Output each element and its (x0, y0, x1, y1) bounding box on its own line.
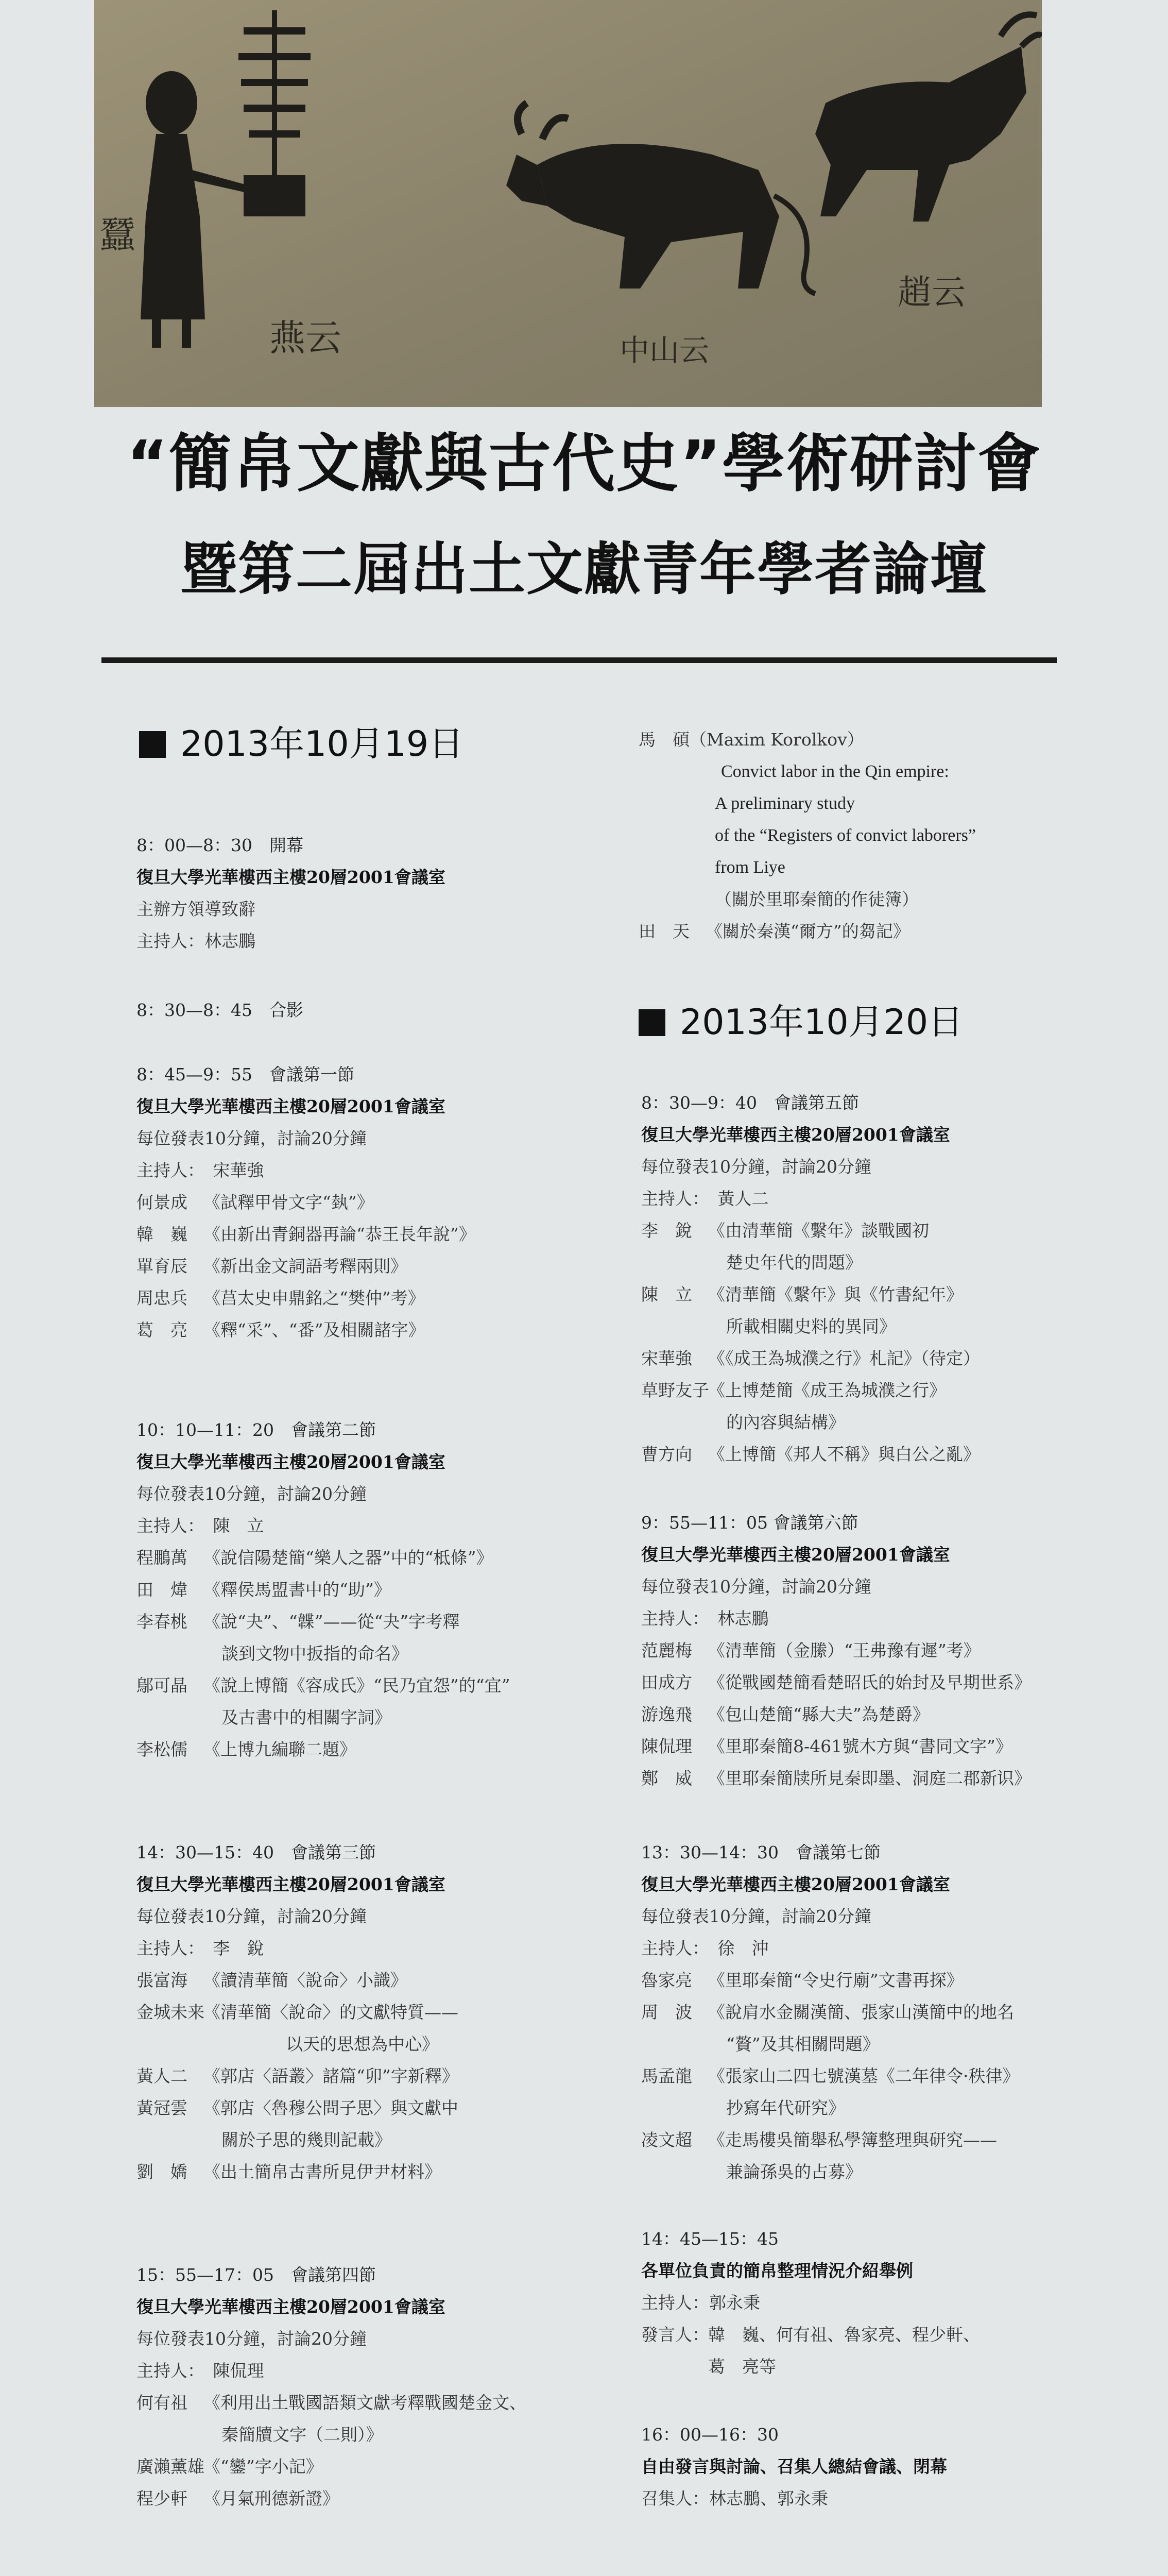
session-host: 主持人： 陳 立 (136, 1516, 264, 1536)
speaker-name: 曹方向 (641, 1444, 692, 1464)
talk-title-zh: （關於里耶秦簡的作徒簿） (715, 889, 919, 909)
talk-row (136, 1314, 590, 1346)
talk-title: 《釋侯馬盟書中的“助”》 (203, 1580, 391, 1600)
session-rule: 每位發表10分鐘，討論20分鐘 (136, 1128, 367, 1148)
speaker-name: 陳 立 (641, 1284, 692, 1304)
session-6 (641, 1507, 1105, 1794)
talk-row (641, 1279, 1105, 1343)
inscription-3: 中山云 (620, 333, 710, 368)
speaker-name: 草野友子 (641, 1380, 709, 1400)
talk-row (641, 1996, 1105, 2060)
talk-title: 《清華簡（金縢）“王弗豫有遲”考》 (708, 1640, 981, 1660)
talk-row (641, 1375, 1105, 1438)
session-4 (136, 2259, 590, 2515)
session-rule: 每位發表10分鐘，討論20分鐘 (641, 1577, 871, 1597)
conference-subtitle: 暨第二屆出土文獻青年學者論壇 (180, 536, 988, 602)
talk-title: 《“鑾”字小記》 (203, 2456, 323, 2477)
talk-row (136, 2156, 590, 2188)
talk-title: 《上博簡《邦人不稱》與白公之亂》 (708, 1444, 980, 1464)
speaker-name: 鄔可晶 (136, 1675, 187, 1696)
session-venue: 復旦大學光華樓西主樓20層2001會議室 (136, 1452, 445, 1472)
talk-row (136, 1964, 590, 1996)
session-host: 主持人：林志鵬 (136, 931, 255, 951)
session-venue: 復旦大學光華樓西主樓20層2001會議室 (136, 1096, 445, 1116)
session-detail: 主辦方領導致辭 (136, 899, 255, 919)
session-host: 主持人： 徐 沖 (641, 1938, 769, 1958)
session-venue: 復旦大學光華樓西主樓20層2001會議室 (136, 1874, 445, 1894)
speaker-name: 田 天 (639, 921, 690, 941)
session-rule: 每位發表10分鐘，討論20分鐘 (641, 1157, 871, 1177)
talk-title: 《關於秦漢“爾方”的芻記》 (706, 921, 910, 941)
speaker-name: 葛 亮 (136, 1320, 187, 1340)
session-venue: 復旦大學光華樓西主樓20層2001會議室 (641, 1125, 950, 1145)
session-time: 9：55—11：05 會議第六節 (641, 1513, 858, 1533)
talk-title: 《說信陽楚簡“樂人之器”中的“柢條”》 (203, 1548, 493, 1568)
session-rule: 每位發表10分鐘，討論20分鐘 (136, 1906, 367, 1926)
speakers-row (641, 2319, 1105, 2383)
session-host: 主持人： 宋華強 (136, 1160, 264, 1180)
talk-title: 《莒太史申鼎銘之“樊仲”考》 (203, 1288, 425, 1308)
talk-title: 《包山楚簡“縣大夫”為楚爵》 (708, 1704, 930, 1724)
talk-row (641, 1699, 1105, 1731)
session-8 (641, 2223, 1105, 2383)
speaker-name: 劉 嬌 (136, 2162, 187, 2182)
session-time: 14：45—15：45 (641, 2229, 779, 2249)
talk-title: 《說肩水金關漢簡、張家山漢簡中的地名 “贅”及其相關問題》 (708, 2002, 1014, 2054)
talk-title: 《說“夬”、“韘”——從“夬”字考釋 談到文物中扳指的命名》 (203, 1612, 460, 1664)
talk-title-en-3: of the “Registers of convict laborers” (715, 826, 976, 845)
square-bullet-icon (639, 1009, 665, 1036)
speaker-name: 李 銳 (641, 1221, 692, 1241)
speaker-name: 程鵬萬 (136, 1548, 187, 1568)
talk-title: 《《成王為城濮之行》札記》（待定） (708, 1348, 980, 1368)
session-host: 召集人：林志鵬、郭永秉 (641, 2488, 828, 2509)
talk-title: 《張家山二四七號漢墓《二年律令·秩律》 抄寫年代研究》 (708, 2066, 1020, 2118)
talk-title: 《上博楚簡《成王為城濮之行》 的內容與結構》 (708, 1380, 946, 1432)
closing-section (641, 2419, 1105, 2515)
talk-row (641, 1343, 1105, 1375)
session-rule: 每位發表10分鐘，討論20分鐘 (641, 1906, 871, 1926)
speaker-name: 周 波 (641, 2002, 692, 2022)
session-time: 8：30—8：45 合影 (136, 1000, 303, 1020)
speaker-name: 馬 碩（Maxim Korolkov） (639, 730, 864, 750)
talk-row (641, 1667, 1105, 1699)
talk-title: 《走馬樓吳簡舉私學簿整理與研究—— 兼論孫吳的占募》 (708, 2130, 997, 2182)
session-time: 8：00—8：30 開幕 (136, 835, 303, 855)
day1-opening-section (136, 829, 590, 957)
speakers-list: 韓 巍、何有祖、魯家亮、程少軒、 葛 亮等 (708, 2325, 980, 2377)
speaker-name: 李春桃 (136, 1612, 187, 1632)
speaker-name: 李松儒 (136, 1739, 187, 1759)
session-3 (136, 1837, 590, 2188)
speaker-name: 鄭 威 (641, 1768, 692, 1788)
talk-row (136, 1734, 590, 1766)
session-time: 14：30—15：40 會議第三節 (136, 1842, 376, 1862)
speaker-name: 張富海 (136, 1970, 187, 1990)
talk-row (641, 1215, 1105, 1279)
talk-title: 《郭店〈語叢〉諸篇“卯”字新釋》 (203, 2066, 459, 2086)
session-time: 8：30—9：40 會議第五節 (641, 1093, 859, 1113)
session-time: 15：55—17：05 會議第四節 (136, 2265, 376, 2285)
talk-title: 《利用出土戰國語類文獻考釋戰國楚金文、 秦簡牘文字（二則）》 (203, 2393, 526, 2445)
title-divider (101, 657, 1057, 663)
talk-title: 《清華簡《繫年》與《竹書紀年》 所載相關史料的異同》 (708, 1284, 963, 1336)
day1-date-heading (139, 721, 463, 768)
speaker-name: 陳侃理 (641, 1736, 692, 1756)
talk-title: 《出土簡帛古書所見伊尹材料》 (203, 2162, 441, 2182)
talk-row (136, 2092, 590, 2156)
talk-title: 《里耶秦簡8-461號木方與“書同文字”》 (708, 1736, 1012, 1756)
talk-title: 《由新出青銅器再論“恭王長年說”》 (203, 1224, 476, 1244)
talk-row (136, 2060, 590, 2092)
speaker-name: 馬孟龍 (641, 2066, 692, 2086)
day1-date: 2013年10月19日 (180, 724, 464, 765)
session-venue: 復旦大學光華樓西主樓20層2001會議室 (136, 867, 445, 887)
speaker-name: 何有祖 (136, 2393, 187, 2413)
speaker-name: 黃人二 (136, 2066, 187, 2086)
talk-title: 《說上博簡《容成氏》“民乃宜怨”的“宜” 及古書中的相關字詞》 (203, 1675, 510, 1727)
talk-row (641, 2124, 1105, 2188)
session-rule: 每位發表10分鐘，討論20分鐘 (136, 2329, 367, 2349)
session-host: 主持人： 李 銳 (136, 1938, 264, 1958)
session-venue: 各單位負責的簡帛整理情況介紹舉例 (641, 2261, 913, 2281)
talk-row (136, 2483, 590, 2515)
session-1 (136, 1059, 590, 1346)
top-banner-painting (94, 0, 1042, 407)
speaker-name: 單育辰 (136, 1256, 187, 1276)
session-time: 8：45—9：55 會議第一節 (136, 1064, 354, 1084)
talk-row (136, 1218, 590, 1250)
talk-title: 《郭店〈魯穆公問子思〉與文獻中 關於子思的幾則記載》 (203, 2098, 458, 2150)
talk-title-en-1: Convict labor in the Qin empire: (721, 762, 949, 781)
speaker-name: 田成方 (641, 1672, 692, 1692)
talk-title: 《釋“采”、“番”及相關諸字》 (203, 1320, 425, 1340)
talk-row (136, 1282, 590, 1314)
speaker-name: 宋華強 (641, 1348, 692, 1368)
session-host: 主持人： 陳侃理 (136, 2361, 264, 2381)
talk-row (136, 1574, 590, 1606)
conference-title: “簡帛文獻與古代史”學術研討會 (126, 427, 1042, 500)
speaker-name: 凌文超 (641, 2130, 692, 2150)
inscription-1: 蠶 (99, 214, 135, 256)
talk-title-en-2: A preliminary study (715, 794, 855, 813)
talk-row (639, 916, 1102, 947)
session-venue: 復旦大學光華樓西主樓20層2001會議室 (641, 1874, 950, 1894)
day1-photo-section (136, 994, 590, 1026)
continued-talks (639, 724, 1102, 947)
session-7 (641, 1837, 1105, 2188)
talk-title: 《讀清華簡〈說命〉小識》 (203, 1970, 407, 1990)
talk-row (641, 1731, 1105, 1762)
talk-title: 《里耶秦簡“令史行廟”文書再探》 (708, 1970, 964, 1990)
session-host: 主持人：郭永秉 (641, 2293, 760, 2313)
speaker-name: 周忠兵 (136, 1288, 187, 1308)
talk-row (136, 1996, 590, 2060)
speaker-name: 魯家亮 (641, 1970, 692, 1990)
session-time: 13：30—14：30 會議第七節 (641, 1842, 881, 1862)
session-host: 主持人： 林志鵬 (641, 1608, 769, 1629)
speaker-name: 韓 巍 (136, 1224, 187, 1244)
inscription-4: 趙云 (898, 273, 966, 312)
talk-row (639, 724, 1102, 756)
session-time: 16：00—16：30 (641, 2425, 779, 2445)
day2-date-heading (639, 999, 963, 1046)
speaker-name: 田 煒 (136, 1580, 187, 1600)
speaker-name: 游逸飛 (641, 1704, 692, 1724)
talk-title: 《新出金文詞語考釋兩則》 (203, 1256, 407, 1276)
speakers-label: 發言人： (641, 2325, 709, 2345)
session-time: 10：10—11：20 會議第二節 (136, 1420, 376, 1440)
painting-figures-illustration (94, 0, 1042, 407)
speaker-name: 程少軒 (136, 2488, 187, 2509)
talk-row (136, 2451, 590, 2483)
talk-row (136, 1250, 590, 1282)
session-venue: 復旦大學光華樓西主樓20層2001會議室 (136, 2297, 445, 2317)
talk-row (136, 1670, 590, 1734)
speaker-name: 何景成 (136, 1192, 187, 1212)
session-venue: 自由發言與討論、召集人總結會議、閉幕 (641, 2456, 947, 2477)
speaker-name: 廣瀨薰雄 (136, 2456, 204, 2477)
talk-title: 《從戰國楚簡看楚昭氏的始封及早期世系》 (708, 1672, 1031, 1692)
speaker-name: 范麗梅 (641, 1640, 692, 1660)
session-5 (641, 1087, 1105, 1470)
talk-title: 《試釋甲骨文字“埶”》 (203, 1192, 374, 1212)
talk-row (641, 1635, 1105, 1667)
talk-row (136, 1187, 590, 1218)
session-host: 主持人： 黃人二 (641, 1189, 769, 1209)
talk-title: 《由清華簡《繫年》談戰國初 楚史年代的問題》 (708, 1221, 929, 1273)
square-bullet-icon (139, 731, 166, 758)
session-rule: 每位發表10分鐘，討論20分鐘 (136, 1484, 367, 1504)
session-venue: 復旦大學光華樓西主樓20層2001會議室 (641, 1545, 950, 1565)
talk-title: 《清華簡〈說命〉的文獻特質—— 以天的思想為中心》 (203, 2002, 458, 2054)
talk-row (136, 1606, 590, 1670)
talk-title: 《月氣刑德新證》 (203, 2488, 339, 2509)
talk-title: 《上博九編聯二題》 (203, 1739, 356, 1759)
talk-row (641, 2060, 1105, 2124)
talk-row (136, 2387, 590, 2451)
talk-title: 《里耶秦簡牍所見秦即墨、洞庭二郡新识》 (708, 1768, 1031, 1788)
talk-row (641, 1964, 1105, 1996)
speaker-name: 黃冠雲 (136, 2098, 187, 2118)
talk-row (136, 1542, 590, 1574)
talk-row (641, 1438, 1105, 1470)
session-2 (136, 1414, 590, 1766)
speaker-name: 金城未来 (136, 2002, 204, 2022)
talk-title-en-4: from Liye (715, 858, 785, 877)
inscription-2: 燕云 (269, 317, 341, 359)
day2-date: 2013年10月20日 (680, 1002, 964, 1043)
talk-row (641, 1762, 1105, 1794)
